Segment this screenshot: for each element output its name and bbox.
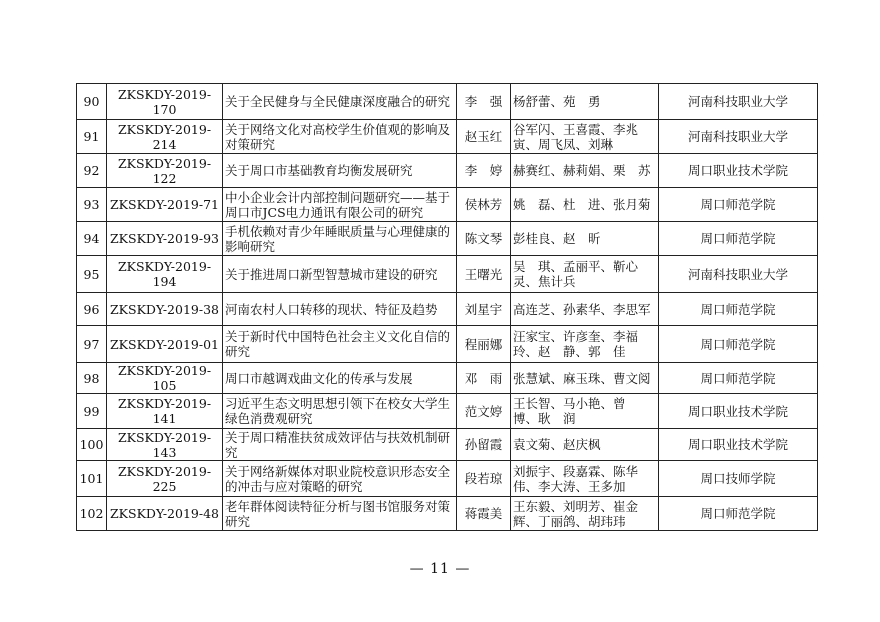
project-title: 中小企业会计内部控制问题研究——基于周口市JCS电力通讯有限公司的研究 [223,188,457,222]
project-unit: 河南科技职业大学 [659,84,818,120]
project-unit: 河南科技职业大学 [659,120,818,154]
project-members: 刘振宇、段嘉霖、陈华伟、李大涛、王多加 [511,461,659,497]
project-leader: 侯林芳 [457,188,511,222]
project-title: 关于周口市基础教育均衡发展研究 [223,154,457,188]
project-id: ZKSKDY-2019-214 [107,120,223,154]
row-number: 97 [77,326,107,363]
project-leader: 赵玉红 [457,120,511,154]
project-members: 高连芝、孙素华、李思军 [511,293,659,326]
project-title: 习近平生态文明思想引领下在校女大学生绿色消费观研究 [223,394,457,429]
table-row [77,497,818,531]
project-members: 姚 磊、杜 进、张月菊 [511,188,659,222]
project-unit: 周口师范学院 [659,326,818,363]
table-row [77,84,818,120]
project-id: ZKSKDY-2019-122 [107,154,223,188]
project-members: 袁文菊、赵庆枫 [511,429,659,461]
project-unit: 周口师范学院 [659,293,818,326]
table-row [77,429,818,461]
table-row [77,293,818,326]
project-unit: 周口师范学院 [659,363,818,394]
project-members: 汪家宝、许彦奎、李福玲、赵 静、郭 佳 [511,326,659,363]
project-id: ZKSKDY-2019-194 [107,256,223,293]
project-unit: 周口师范学院 [659,497,818,531]
project-title: 周口市越调戏曲文化的传承与发展 [223,363,457,394]
row-number: 93 [77,188,107,222]
project-title: 关于全民健身与全民健康深度融合的研究 [223,84,457,120]
table-row [77,154,818,188]
row-number: 99 [77,394,107,429]
table-row [77,394,818,429]
project-unit: 周口师范学院 [659,188,818,222]
project-members: 吴 琪、孟丽平、靳心灵、焦计兵 [511,256,659,293]
project-members: 张慧斌、麻玉珠、曹文阅 [511,363,659,394]
row-number: 98 [77,363,107,394]
project-id: ZKSKDY-2019-143 [107,429,223,461]
project-leader: 邓 雨 [457,363,511,394]
table-row [77,363,818,394]
project-leader: 孙留霞 [457,429,511,461]
project-id: ZKSKDY-2019-170 [107,84,223,120]
project-leader: 王曙光 [457,256,511,293]
project-unit: 周口职业技术学院 [659,394,818,429]
project-members: 谷军闪、王喜霞、李兆寅、周飞凤、刘琳 [511,120,659,154]
project-leader: 李 强 [457,84,511,120]
project-title: 关于新时代中国特色社会主义文化自信的研究 [223,326,457,363]
project-title: 河南农村人口转移的现状、特征及趋势 [223,293,457,326]
project-leader: 陈文琴 [457,222,511,256]
project-members: 王长智、马小艳、曾 博、耿 润 [511,394,659,429]
table-row [77,256,818,293]
project-unit: 周口职业技术学院 [659,429,818,461]
row-number: 96 [77,293,107,326]
project-id: ZKSKDY-2019-48 [107,497,223,531]
project-id: ZKSKDY-2019-141 [107,394,223,429]
table-row [77,222,818,256]
project-id: ZKSKDY-2019-71 [107,188,223,222]
row-number: 94 [77,222,107,256]
row-number: 100 [77,429,107,461]
project-unit: 周口职业技术学院 [659,154,818,188]
project-leader: 程丽娜 [457,326,511,363]
project-members: 赫赛红、赫莉娟、栗 苏 [511,154,659,188]
project-title: 手机依赖对青少年睡眠质量与心理健康的影响研究 [223,222,457,256]
project-leader: 刘星宇 [457,293,511,326]
project-leader: 段若琼 [457,461,511,497]
project-unit: 周口师范学院 [659,222,818,256]
project-title: 老年群体阅读特征分析与图书馆服务对策研究 [223,497,457,531]
project-title: 关于周口精准扶贫成效评估与扶效机制研究 [223,429,457,461]
row-number: 92 [77,154,107,188]
table-row [77,188,818,222]
table-row [77,120,818,154]
row-number: 95 [77,256,107,293]
project-leader: 范文婷 [457,394,511,429]
table-row [77,461,818,497]
project-title: 关于网络文化对高校学生价值观的影响及对策研究 [223,120,457,154]
row-number: 91 [77,120,107,154]
project-id: ZKSKDY-2019-105 [107,363,223,394]
table-row [77,326,818,363]
project-id: ZKSKDY-2019-225 [107,461,223,497]
project-leader: 李 婷 [457,154,511,188]
project-list-table [76,83,818,531]
project-title: 关于推进周口新型智慧城市建设的研究 [223,256,457,293]
project-title: 关于网络新媒体对职业院校意识形态安全的冲击与应对策略的研究 [223,461,457,497]
project-members: 王东毅、刘明芳、崔金辉、丁丽鸽、胡玮玮 [511,497,659,531]
project-id: ZKSKDY-2019-93 [107,222,223,256]
project-id: ZKSKDY-2019-38 [107,293,223,326]
project-unit: 周口技师学院 [659,461,818,497]
project-members: 彭桂良、赵 昕 [511,222,659,256]
row-number: 102 [77,497,107,531]
row-number: 101 [77,461,107,497]
project-unit: 河南科技职业大学 [659,256,818,293]
project-leader: 蒋霞美 [457,497,511,531]
row-number: 90 [77,84,107,120]
project-list-body [77,84,818,531]
page-number: — 11 — [409,561,471,577]
project-members: 杨舒蕾、苑 勇 [511,84,659,120]
project-id: ZKSKDY-2019-01 [107,326,223,363]
